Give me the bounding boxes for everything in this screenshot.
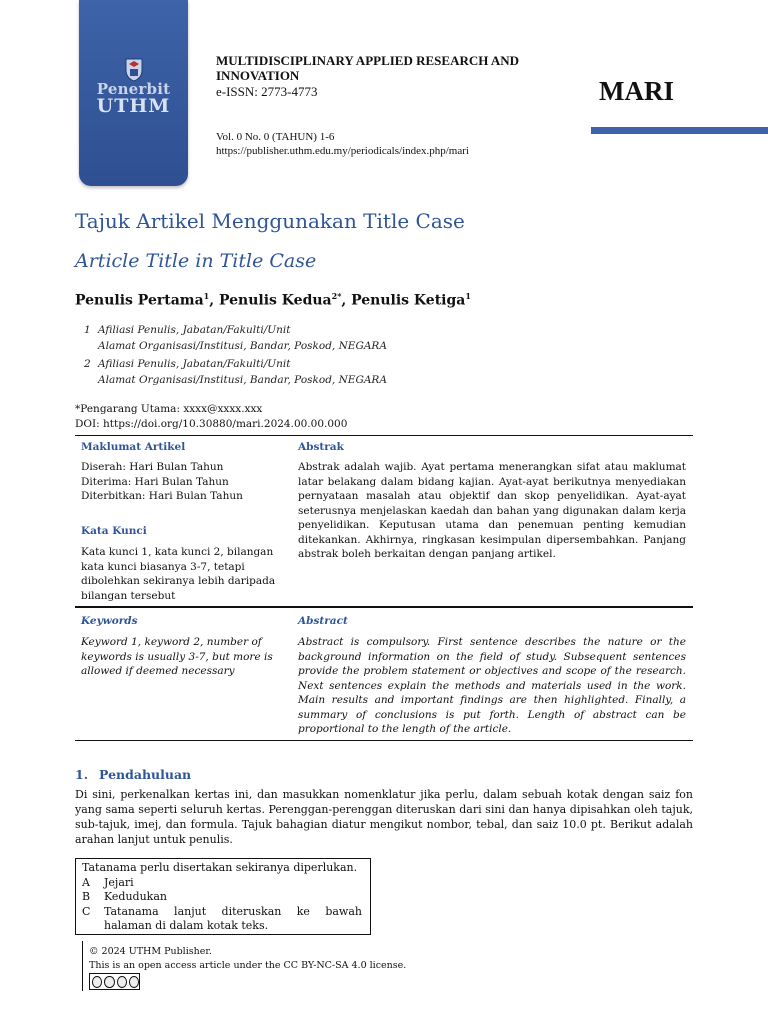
section-heading-intro: [75, 767, 191, 782]
nomenclature-key: A: [82, 875, 90, 889]
nc-icon: [117, 976, 127, 988]
abstract-text: Abstract is compulsory. First sentence describes the nature or the background information on the field of study. Subsequent sentences provide the problem statement or objectives and scope of the research. Next sentences explain the methods and materials used in the work. Main results and important findings are then highlighted. Finally, a summary of conclusions is put forth. Length of abstract can be proportional to the length of the article.: [298, 636, 686, 735]
crest-icon: [124, 56, 144, 82]
kata-kunci-text: Kata kunci 1, kata kunci 2, bilangan kata kunci biasanya 3-7, tetapi dibolehkan sekiranya lebih daripada bilangan tersebut: [81, 546, 276, 602]
license-text: This is an open access article under the CC BY-NC-SA 4.0 license.: [89, 960, 407, 971]
affiliation-1: [84, 322, 387, 354]
cc-icon: [92, 976, 102, 988]
nomenclature-intro: Tatanama perlu disertakan sekiranya diperlukan.: [82, 861, 358, 874]
keywords-text: Keyword 1, keyword 2, number of keywords is usually 3-7, but more is allowed if deemed necessary: [81, 636, 273, 677]
journal-volume: Vol. 0 No. 0 (TAHUN) 1-6: [216, 131, 335, 143]
table-rule-bottom: [75, 740, 693, 741]
nomenclature-item: [82, 876, 370, 891]
nomenclature-item: [82, 890, 370, 905]
section-title: Pendahuluan: [99, 767, 192, 782]
article-info-heading: Maklumat Artikel: [81, 441, 186, 453]
author-3: Penulis Ketiga: [351, 292, 466, 309]
corresponding-author: *Pengarang Utama: xxxx@xxxx.xxx: [75, 403, 263, 415]
date-received: Diserah: Hari Bulan Tahun: [81, 461, 224, 473]
correspondence-block: [75, 402, 347, 432]
logo-text-uthm: UTHM: [96, 95, 171, 117]
intro-paragraph: Di sini, perkenalkan kertas ini, dan masukkan nomenklatur jika perlu, dalam sebuah kotak dengan saiz fon yang sama seperti seluruh kertas. Perenggan-perenggan diteruskan dari sini dan hanya dipisahkan oleh tajuk, sub-tajuk, imej, dan formula. Tajuk bahagian diatur mengikut nombor, tebal, dan saiz 10.0 pt. Berikut adalah arahan lanjut untuk penulis.: [75, 788, 693, 846]
journal-short-name: MARI: [599, 76, 674, 106]
author-3-sup: 1: [465, 291, 471, 301]
header-accent-bar: [591, 127, 768, 134]
date-accepted: Diterima: Hari Bulan Tahun: [81, 475, 229, 488]
article-dates: [81, 460, 243, 504]
author-2-sup: 2*: [331, 291, 342, 301]
logo-text-penerbit: Penerbit: [96, 80, 171, 98]
journal-url[interactable]: https://publisher.uthm.edu.my/periodicals/index.php/mari: [216, 145, 469, 157]
date-published: Diterbitkan: Hari Bulan Tahun: [81, 490, 243, 502]
table-rule-middle: [75, 606, 693, 608]
journal-name: MULTIDISCIPLINARY APPLIED RESEARCH AND INNOVATION: [216, 53, 520, 83]
section-number: 1.: [75, 767, 89, 782]
affiliation-number: 2: [84, 358, 91, 370]
table-rule-top: [75, 435, 693, 436]
kata-kunci-heading: Kata Kunci: [81, 525, 147, 537]
author-list: Penulis Pertama$^1$, Penulis Kedua$^{2*}$, Penulis Ketiga$^1$: [75, 291, 471, 309]
journal-issn: e-ISSN: 2773-4773: [216, 84, 318, 99]
abstrak-heading: Abstrak: [298, 441, 344, 453]
publisher-logo: [79, 0, 188, 186]
nomenclature-value: Tatanama lanjut diteruskan ke bawah halaman di dalam kotak teks.: [104, 904, 362, 932]
nomenclature-key: B: [82, 890, 91, 903]
cc-license-icon[interactable]: [89, 973, 140, 990]
copyright: © 2024 UTHM Publisher.: [89, 946, 212, 957]
sa-icon: [129, 976, 139, 988]
keywords-heading: Keywords: [81, 615, 138, 627]
by-icon: [104, 976, 114, 988]
abstract-heading: Abstract: [298, 615, 348, 627]
affiliation-number: 1: [84, 324, 91, 336]
affiliation-address: Alamat Organisasi/Institusi, Bandar, Poskod, NEGARA: [98, 340, 387, 352]
affiliation-line: Afiliasi Penulis, Jabatan/Fakulti/Unit: [98, 358, 291, 370]
nomenclature-box: [75, 858, 371, 935]
nomenclature-key: C: [82, 904, 91, 918]
title-malay: Tajuk Artikel Menggunakan Title Case: [75, 209, 465, 233]
nomenclature-value: Jejari: [104, 875, 134, 889]
affiliation-line: Afiliasi Penulis, Jabatan/Fakulti/Unit: [98, 324, 291, 336]
author-2: Penulis Kedua: [219, 292, 332, 309]
abstrak-text: Abstrak adalah wajib. Ayat pertama menerangkan sifat atau maklumat latar belakang dalam bidang kajian. Ayat-ayat berikutnya menyediakan pernyataan masalah atau objektif dan skop penyelidikan. Ayat-ayat seterusnya menjelaskan kaedah dan bahan yang digunakan dalam kerja penyelidikan. Keputusan utama dan penemuan penting kemudian ditekankan. Akhirnya, ringkasan kesimpulan dipersembahkan. Panjang abstrak boleh berkaitan dengan panjang artikel.: [298, 461, 686, 560]
footer-rule: [82, 941, 83, 991]
author-1: Penulis Pertama: [75, 292, 204, 309]
affiliation-2: [84, 356, 387, 388]
doi-link[interactable]: DOI: https://doi.org/10.30880/mari.2024.00.00.000: [75, 418, 348, 430]
author-1-sup: 1: [203, 291, 210, 301]
title-english: Article Title in Title Case: [75, 250, 317, 272]
nomenclature-item: [82, 905, 370, 934]
journal-volume-block: [216, 130, 469, 158]
footer-text: [89, 945, 406, 973]
affiliation-address: Alamat Organisasi/Institusi, Bandar, Poskod, NEGARA: [98, 374, 387, 386]
nomenclature-value: Kedudukan: [104, 890, 167, 903]
